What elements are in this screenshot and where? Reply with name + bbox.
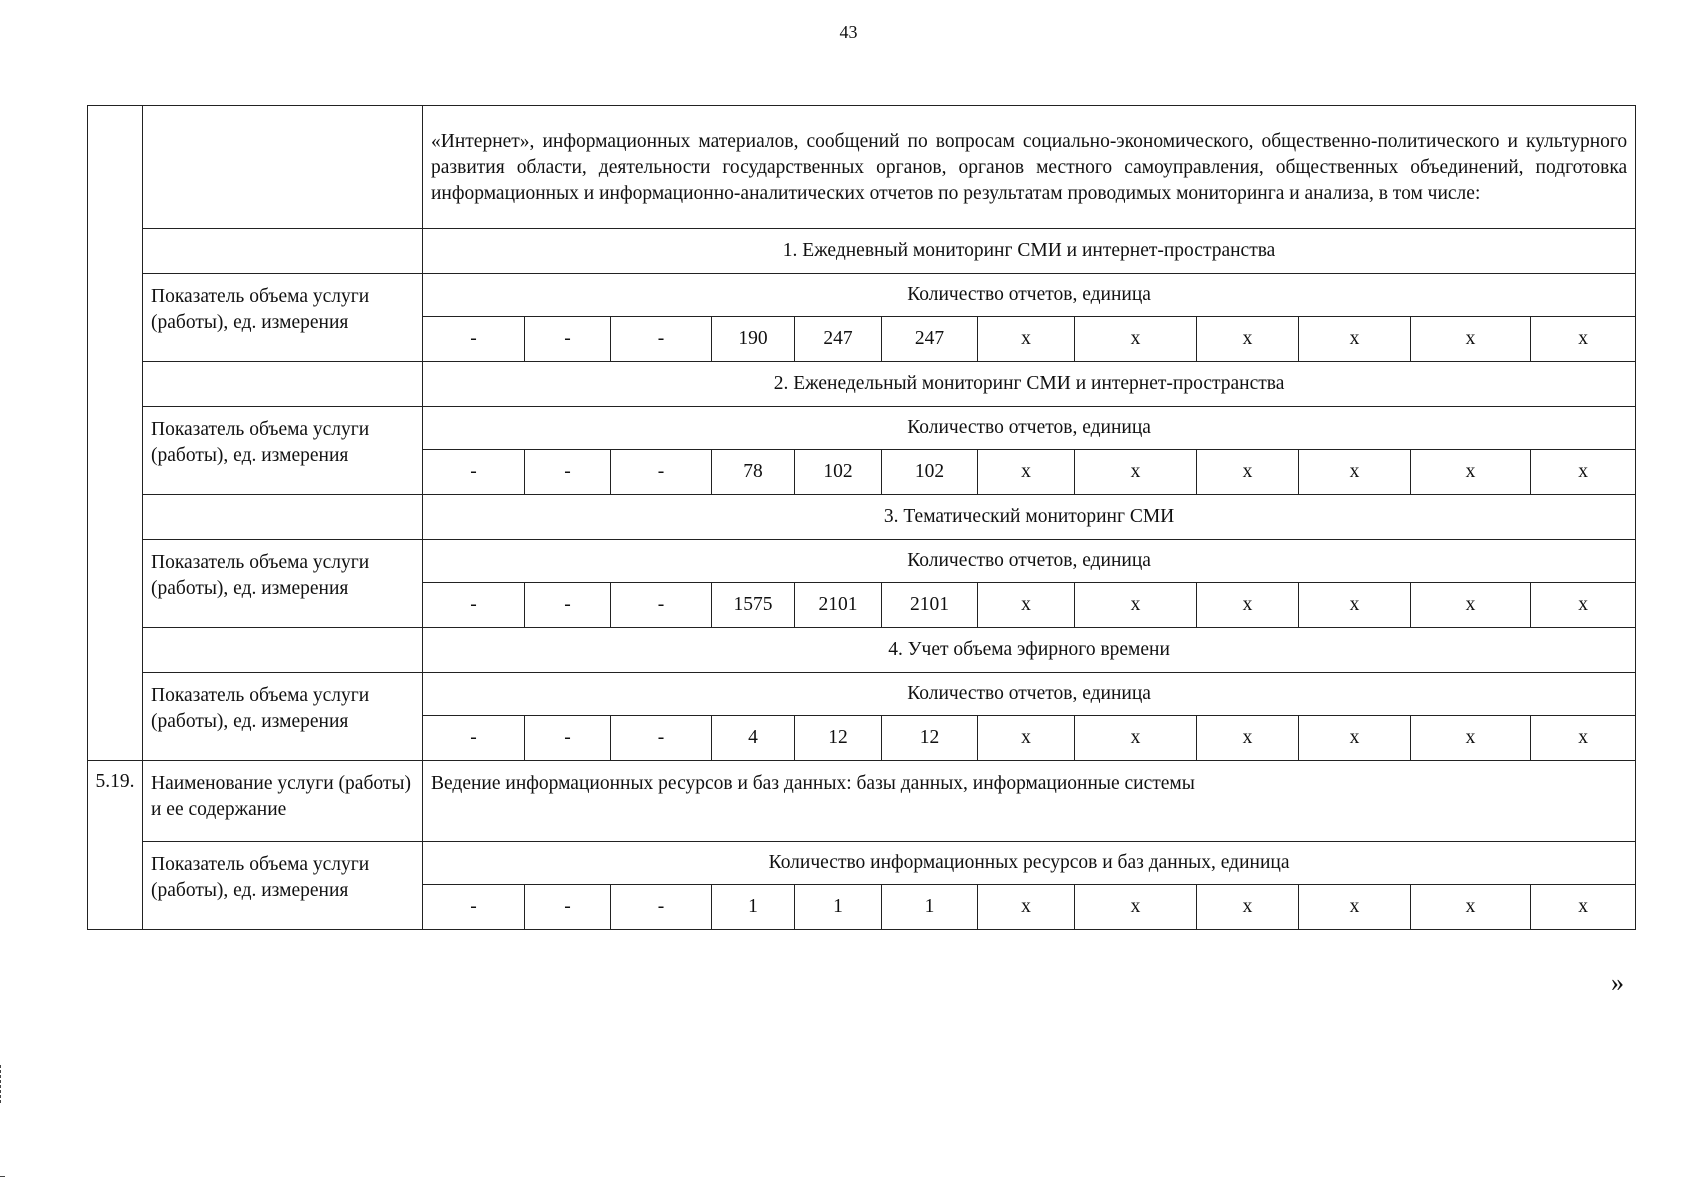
indicator-label: Показатель объема услуги (работы), ед. измерения [143, 407, 423, 495]
value-cell: - [611, 317, 712, 362]
value-cell: x [1411, 885, 1531, 930]
value-cell: x [1075, 317, 1197, 362]
value-cell: x [1075, 716, 1197, 761]
indicator-label: Показатель объема услуги (работы), ед. измерения [143, 673, 423, 761]
empty-label-cell [143, 628, 423, 673]
number-cell-continued [88, 106, 143, 761]
value-cell: - [611, 583, 712, 628]
value-cell: - [525, 885, 611, 930]
value-cell: - [525, 450, 611, 495]
scan-margin-marks [0, 1065, 7, 1103]
item-519-name-row [88, 761, 1636, 842]
value-cell: 1 [882, 885, 978, 930]
service-name-label: Наименование услуги (работы) и ее содержание [143, 761, 423, 842]
value-cell: x [1531, 716, 1636, 761]
value-cell: - [423, 583, 525, 628]
section-title: 4. Учет объема эфирного времени [423, 628, 1636, 673]
value-cell: 102 [882, 450, 978, 495]
value-cell: - [611, 716, 712, 761]
section-title-row [88, 362, 1636, 407]
value-cell: - [423, 716, 525, 761]
value-cell: x [978, 317, 1075, 362]
value-cell: x [1075, 583, 1197, 628]
value-cell: 4 [712, 716, 795, 761]
value-cell: x [1075, 450, 1197, 495]
value-cell: 12 [795, 716, 882, 761]
section-title-row [88, 628, 1636, 673]
empty-label-cell [143, 106, 423, 229]
unit-label: Количество отчетов, единица [423, 274, 1636, 317]
value-cell: x [1531, 317, 1636, 362]
service-content: Ведение информационных ресурсов и баз данных: базы данных, информационные системы [423, 761, 1636, 842]
services-table [87, 105, 1636, 930]
value-cell: - [525, 317, 611, 362]
value-cell: - [611, 450, 712, 495]
value-cell: 102 [795, 450, 882, 495]
value-cell: - [423, 317, 525, 362]
page-number: 43 [839, 22, 858, 42]
section-unit-row [88, 540, 1636, 583]
value-cell: x [1299, 885, 1411, 930]
table-body [88, 106, 1636, 930]
value-cell: 2101 [795, 583, 882, 628]
item-number: 5.19. [88, 761, 143, 930]
value-cell: 2101 [882, 583, 978, 628]
unit-label: Количество информационных ресурсов и баз данных, единица [423, 842, 1636, 885]
value-cell: - [525, 583, 611, 628]
value-cell: x [1197, 450, 1299, 495]
value-cell: x [978, 716, 1075, 761]
value-cell: x [1531, 450, 1636, 495]
value-cell: x [1299, 317, 1411, 362]
value-cell: x [1411, 716, 1531, 761]
empty-label-cell [143, 229, 423, 274]
value-cell: x [978, 583, 1075, 628]
section-title: 3. Тематический мониторинг СМИ [423, 495, 1636, 540]
unit-label: Количество отчетов, единица [423, 407, 1636, 450]
empty-label-cell [143, 362, 423, 407]
section-unit-row [88, 274, 1636, 317]
item-519-unit-row [88, 842, 1636, 885]
value-cell: 78 [712, 450, 795, 495]
unit-label: Количество отчетов, единица [423, 540, 1636, 583]
value-cell: x [1197, 317, 1299, 362]
value-cell: 190 [712, 317, 795, 362]
section-title-row [88, 229, 1636, 274]
value-cell: 1 [712, 885, 795, 930]
section-unit-row [88, 407, 1636, 450]
value-cell: 247 [795, 317, 882, 362]
section-title-row [88, 495, 1636, 540]
closing-quote: » [1611, 968, 1624, 997]
value-cell: 12 [882, 716, 978, 761]
value-cell: x [1299, 450, 1411, 495]
unit-label: Количество отчетов, единица [423, 673, 1636, 716]
value-cell: 1575 [712, 583, 795, 628]
value-cell: - [525, 716, 611, 761]
value-cell: x [1299, 716, 1411, 761]
value-cell: 247 [882, 317, 978, 362]
value-cell: x [1531, 583, 1636, 628]
value-cell: x [1197, 583, 1299, 628]
section-title: 1. Ежедневный мониторинг СМИ и интернет-пространства [423, 229, 1636, 274]
value-cell: x [1411, 583, 1531, 628]
value-cell: x [978, 450, 1075, 495]
value-cell: - [423, 885, 525, 930]
value-cell: x [1075, 885, 1197, 930]
value-cell: x [1299, 583, 1411, 628]
value-cell: 1 [795, 885, 882, 930]
value-cell: x [1411, 450, 1531, 495]
indicator-label: Показатель объема услуги (работы), ед. измерения [143, 842, 423, 930]
scan-margin-dot [0, 1176, 5, 1177]
value-cell: x [1197, 716, 1299, 761]
value-cell: x [978, 885, 1075, 930]
section-title: 2. Еженедельный мониторинг СМИ и интернет-пространства [423, 362, 1636, 407]
empty-label-cell [143, 495, 423, 540]
intro-row [88, 106, 1636, 229]
indicator-label: Показатель объема услуги (работы), ед. измерения [143, 540, 423, 628]
value-cell: - [611, 885, 712, 930]
value-cell: x [1411, 317, 1531, 362]
value-cell: - [423, 450, 525, 495]
value-cell: x [1531, 885, 1636, 930]
intro-text: «Интернет», информационных материалов, сообщений по вопросам социально-экономического, общественно-политического и культурного развития области, деятельности государственных органов, органов местного самоуправления, общественных объединений, подготовка информационных и информационно-аналитических отчетов по результатам проводимых мониторинга и анализа, в том числе: [423, 106, 1636, 229]
value-cell: x [1197, 885, 1299, 930]
section-unit-row [88, 673, 1636, 716]
indicator-label: Показатель объема услуги (работы), ед. измерения [143, 274, 423, 362]
